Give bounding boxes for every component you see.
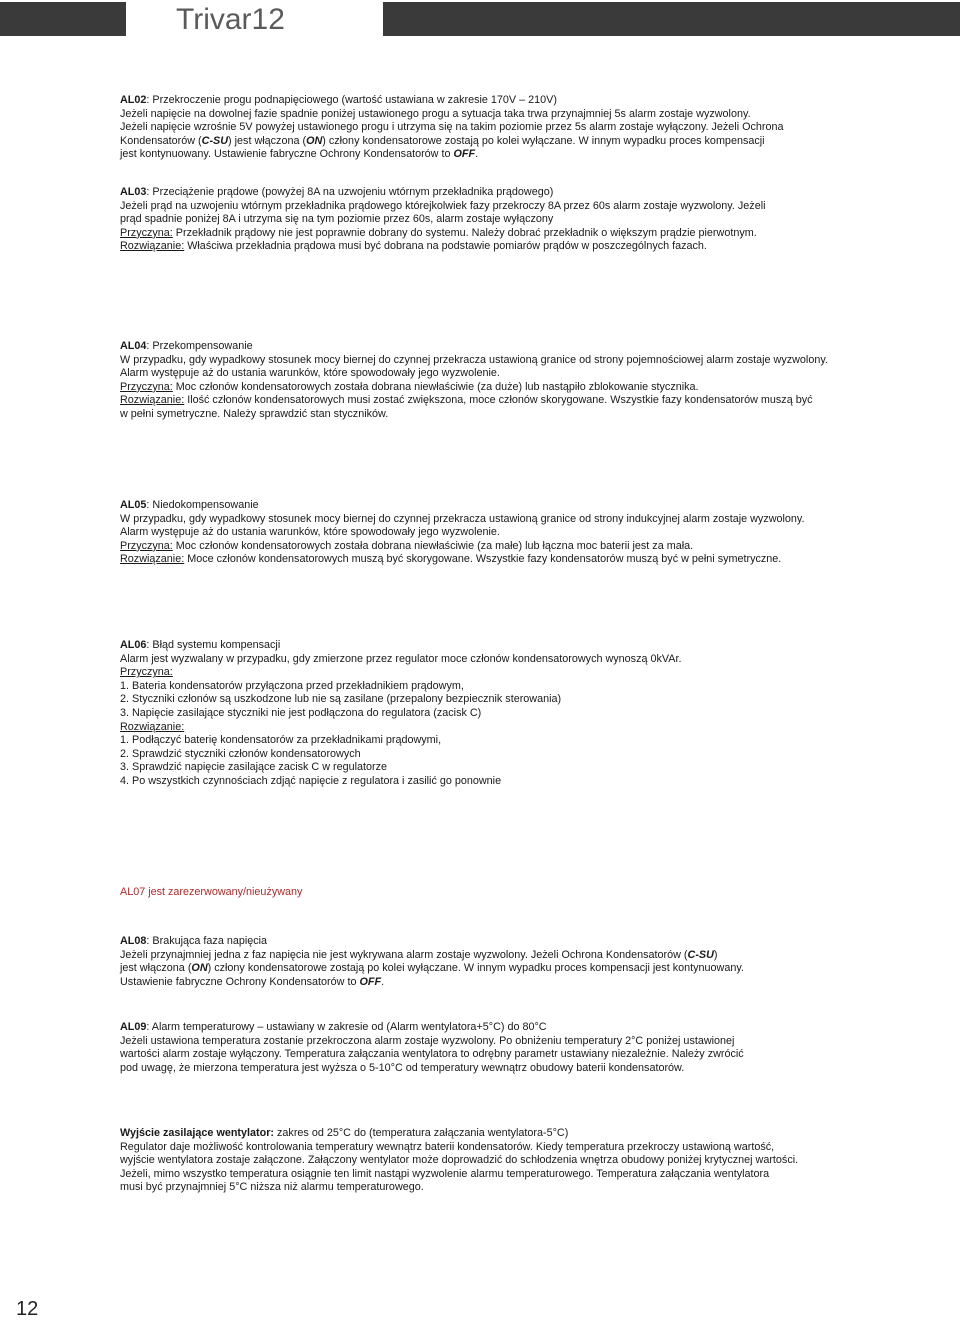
al09-line: wartości alarm zostaje wyłączony. Temperatura załączania wentylatora to odrębny parametr ustawiany niezależnie. Należy zwrócić: [120, 1048, 744, 1061]
al09-line: pod uwagę, że mierzona temperatura jest wyższa o 5-10°C od temperatury wewnątrz obudowy baterii kondensatorów.: [120, 1061, 685, 1074]
al06-fix-item: 4. Po wszystkich czynnościach zdjąć napięcie z regulatora i zasilić go ponownie: [120, 774, 502, 787]
fan-line: wyjście wentylatora zostaje załączone. Załączony wentylator może doprowadzić do schłodzenia wnętrza obudowy poniżej krytycznej wartości.: [120, 1154, 799, 1167]
section-al06: [120, 639, 910, 789]
al04-line: W przypadku, gdy wypadkowy stosunek mocy biernej do czynnej przekracza ustawioną granice od strony pojemnościowej alarm zostaje wyzwolony.: [120, 353, 828, 366]
al06-cause-label: Przyczyna:: [120, 666, 173, 679]
al05-line: W przypadku, gdy wypadkowy stosunek mocy biernej do czynnej przekracza ustawioną granice od strony indukcyjnej alarm zostaje wyzwolony.: [120, 512, 805, 525]
al06-line: Alarm jest wyzwalany w przypadku, gdy zmierzone przez regulator moce członów kondensatorowych wynoszą 0kVAr.: [120, 652, 682, 665]
section-al03: [120, 186, 910, 254]
section-al08: [120, 935, 910, 989]
section-al02: [120, 94, 910, 162]
al08-line: Jeżeli przynajmniej jedna z faz napięcia nie jest wykrywana alarm zostaje wyzwolony. Jeżeli Ochrona Kondensatorów (C-SU): [120, 948, 718, 961]
al06-cause-item: 1. Bateria kondensatorów przyłączona przed przekładnikiem prądowym,: [120, 679, 464, 692]
al02-line: Kondensatorów (C-SU) jest włączona (ON) człony kondensatorowe zostają po kolei wyłączane. W innym wypadku proces kompensacji: [120, 134, 765, 147]
al03-fix: Rozwiązanie: Właściwa przekładnia prądowa musi być dobrana na podstawie pomiarów prądów w poszczególnych fazach.: [120, 240, 707, 253]
header-bar-right: [383, 2, 960, 36]
page-number: 12: [16, 1298, 39, 1320]
al06-cause-item: 2. Styczniki członów są uszkodzone lub nie są zasilane (przepalony bezpiecznik sterowania): [120, 693, 562, 706]
al05-heading: AL05: Niedokompensowanie: [120, 499, 259, 511]
section-al09: [120, 1021, 910, 1075]
al03-cause: Przyczyna: Przekładnik prądowy nie jest poprawnie dobrany do systemu. Należy dobrać przekładnik o większym prądzie pierwotnym.: [120, 226, 757, 239]
al02-line: Jeżeli napięcie wzrośnie 5V powyżej ustawionego progu i utrzyma się na takim poziomie przez 5s alarm zostaje wyłączony. Jeżeli Ochrona: [120, 121, 784, 134]
al03-line: prąd spadnie poniżej 8A i utrzyma się na tym poziomie przez 60s, alarm zostaje wyłączony: [120, 213, 554, 226]
al03-heading: AL03: Przeciążenie prądowe (powyżej 8A na uzwojeniu wtórnym przekładnika prądowego): [120, 186, 554, 198]
al04-fix: Rozwiązanie: Ilość członów kondensatorowych musi zostać zwiększona, moce członów skorygowane. Wszystkie fazy kondensatorów muszą być: [120, 394, 813, 407]
fan-heading: Wyjście zasilające wentylator: zakres od 25°C do (temperatura załączania wentylatora-5°C): [120, 1127, 569, 1139]
al04-line: w pełni symetryczne. Należy sprawdzić stan styczników.: [120, 407, 389, 420]
section-al04: [120, 340, 910, 422]
al03-line: Jeżeli prąd na uzwojeniu wtórnym przekładnika prądowego którejkolwiek fazy przekroczy 8A przez 60s alarm zostaje wyzwolony. Jeżeli: [120, 199, 766, 212]
al02-line: jest kontynuowany. Ustawienie fabryczne Ochrony Kondensatorów to OFF.: [120, 148, 479, 161]
al04-line: Alarm występuje aż do ustania warunków, które spowodowały jego wyzwolenie.: [120, 367, 500, 380]
al07-note: AL07 jest zarezerwowany/nieużywany: [120, 886, 303, 898]
al02-line: Jeżeli napięcie na dowolnej fazie spadnie poniżej ustawionego progu a sytuacja taka trwa przynajmniej 5s alarm zostaje wyzwolony.: [120, 107, 751, 120]
al04-cause: Przyczyna: Moc członów kondensatorowych została dobrana niewłaściwie (za duże) lub nastąpiło zblokowanie stycznika.: [120, 380, 699, 393]
al02-heading: AL02: Przekroczenie progu podnapięciowego (wartość ustawiana w zakresie 170V – 210V): [120, 94, 557, 106]
al08-heading: AL08: Brakująca faza napięcia: [120, 935, 268, 947]
fan-line: musi być przynajmniej 5°C niższa niż alarmu temperaturowego.: [120, 1181, 424, 1194]
section-al05: [120, 499, 910, 567]
al09-line: Jeżeli ustawiona temperatura zostanie przekroczona alarm zostaje wyzwolony. Po obniżeniu temperatury 2°C poniżej ustawionej: [120, 1034, 735, 1047]
header-bar-left: [0, 2, 126, 36]
al04-heading: AL04: Przekompensowanie: [120, 340, 253, 352]
al06-fix-item: 1. Podłączyć baterię kondensatorów za przekładnikami prądowymi,: [120, 734, 442, 747]
al05-cause: Przyczyna: Moc członów kondensatorowych została dobrana niewłaściwie (za małe) lub łączna moc baterii jest za mała.: [120, 539, 694, 552]
al05-fix: Rozwiązanie: Moce członów kondensatorowych muszą być skorygowane. Wszystkie fazy kondensatorów muszą być w pełni symetryczne.: [120, 553, 782, 566]
al09-heading: AL09: Alarm temperaturowy – ustawiany w zakresie od (Alarm wentylatora+5°C) do 80°C: [120, 1021, 547, 1033]
fan-line: Jeżeli, mimo wszystko temperatura osiągnie ten limit nastąpi wyzwolenie alarmu temperaturowego. Temperatura załączania wentylatora: [120, 1167, 770, 1180]
fan-line: Regulator daje możliwość kontrolowania temperatury wewnątrz baterii kondensatorów. Kiedy temperatura przekroczy ustawioną wartość,: [120, 1140, 775, 1153]
al05-line: Alarm występuje aż do ustania warunków, które spowodowały jego wyzwolenie.: [120, 526, 500, 539]
section-fan-output: [120, 1127, 910, 1195]
al06-cause-item: 3. Napięcie zasilające styczniki nie jest podłączona do regulatora (zacisk C): [120, 706, 482, 719]
al06-fix-item: 2. Sprawdzić styczniki członów kondensatorowych: [120, 747, 361, 760]
section-al07: [120, 886, 910, 900]
al06-heading: AL06: Błąd systemu kompensacji: [120, 639, 281, 651]
al06-fix-item: 3. Sprawdzić napięcie zasilające zacisk C w regulatorze: [120, 761, 388, 774]
document-title: Trivar12: [176, 3, 285, 36]
al08-line: jest włączona (ON) człony kondensatorowe zostają po kolei wyłączane. W innym wypadku proces kompensacji jest kontynuowany.: [120, 962, 744, 975]
al06-fix-label: Rozwiązanie:: [120, 720, 185, 733]
al08-line: Ustawienie fabryczne Ochrony Kondensatorów to OFF.: [120, 975, 385, 988]
